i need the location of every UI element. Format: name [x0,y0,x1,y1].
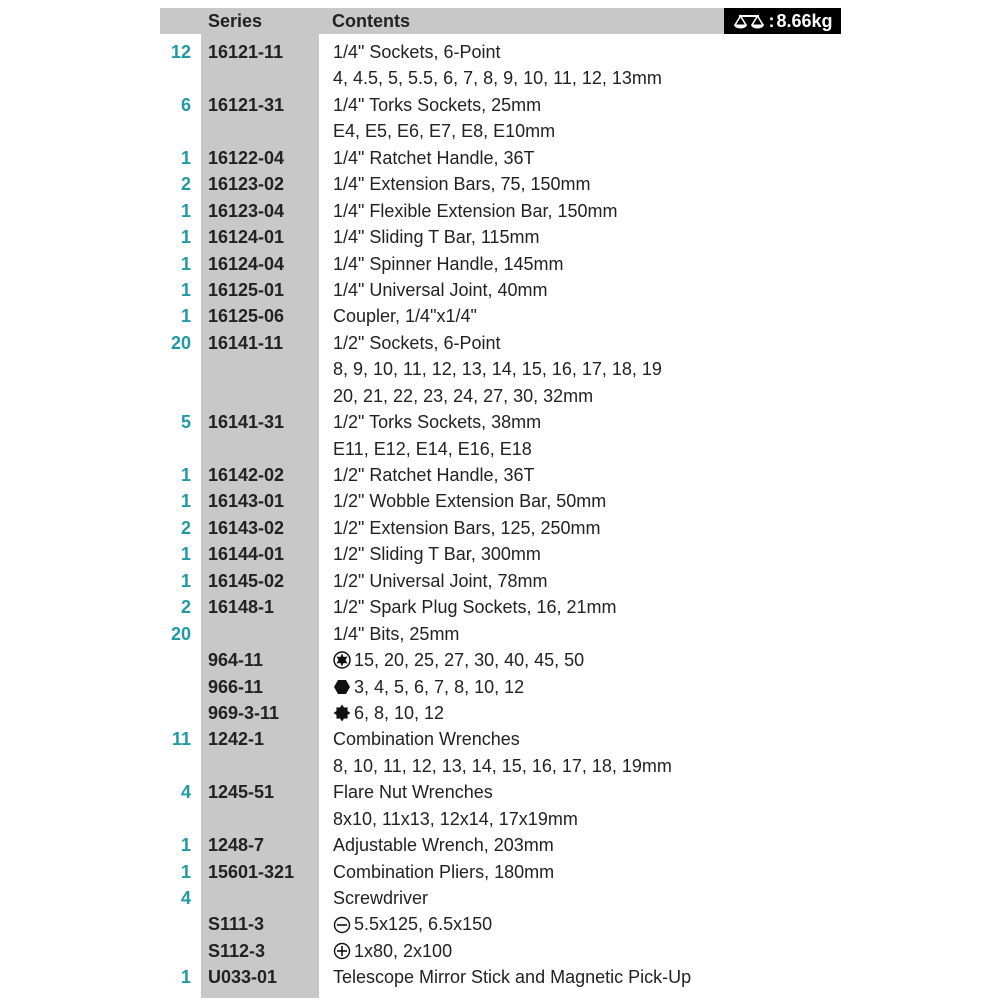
contents-text: 1/4" Torks Sockets, 25mm [333,94,542,115]
contents-text: 1x80, 2x100 [354,940,453,961]
contents-text: 1/2" Extension Bars, 125, 250mm [333,517,601,538]
quantity-cell: 2 [180,174,191,195]
table-row [160,700,841,726]
contents-text: 3, 4, 5, 6, 7, 8, 10, 12 [354,676,525,697]
quantity-cell: 1 [180,147,191,168]
contents-text: 1/4" Sockets, 6-Point [333,42,501,62]
quantity-cell: 4 [180,782,191,803]
quantity-cell: 11 [171,729,191,750]
table-row [160,224,841,250]
quantity-cell: 1 [180,835,191,856]
contents-cell [333,383,593,409]
contents-cell [333,964,691,990]
table-row [160,277,841,303]
contents-cell [333,515,601,541]
hex-icon [333,678,351,696]
quantity-cell: 2 [180,517,191,538]
table-row [160,621,841,647]
contents-cell [333,621,459,647]
table-row [160,568,841,594]
contents-text: 20, 21, 22, 23, 24, 27, 30, 32mm [333,385,594,406]
quantity-cell: 1 [180,570,191,591]
contents-cell [333,171,591,197]
contents-cell [333,251,564,277]
series-cell: 969-3-11 [208,702,280,723]
table-row [160,436,841,462]
weight-badge [724,8,841,34]
contents-cell [333,330,500,356]
quantity-cell: 1 [180,227,191,248]
table-row [160,753,841,779]
table-row [160,515,841,541]
quantity-cell: 1 [180,967,191,988]
series-cell: 16143-01 [208,491,285,512]
contents-cell [333,198,618,224]
contents-text: Combination Pliers, 180mm [333,861,555,882]
contents-cell [333,92,541,118]
table-row [160,356,841,382]
contents-text: Flare Nut Wrenches [333,782,493,803]
table-row [160,964,841,990]
scale-icon [732,13,766,29]
table-row [160,383,841,409]
series-cell: 16145-02 [208,570,285,591]
table-row [160,911,841,937]
contents-cell [333,726,520,752]
contents-cell [333,436,532,462]
series-column-header: Series [208,11,263,31]
contents-text: 1/4" Spinner Handle, 145mm [333,253,564,274]
contents-text: 8x10, 11x13, 12x14, 17x19mm [333,808,578,829]
table-row [160,674,841,700]
contents-text: Combination Wrenches [333,729,520,750]
contents-text: 1/4" Sliding T Bar, 115mm [333,227,540,248]
table-row [160,806,841,832]
table-row [160,251,841,277]
series-cell: 16122-04 [208,147,285,168]
contents-text: 1/2" Sockets, 6-Point [333,332,501,353]
contents-text: 4, 4.5, 5, 5.5, 6, 7, 8, 9, 10, 11, 12, 13mm [333,68,662,89]
slotted-icon [333,916,351,934]
quantity-cell: 1 [180,544,191,565]
table-row [160,65,841,91]
contents-cell [333,806,578,832]
series-cell: 964-11 [208,650,264,671]
series-cell: 966-11 [208,676,264,697]
quantity-cell: 12 [170,42,191,62]
contents-cell [333,356,662,382]
contents-text: 1/2" Wobble Extension Bar, 50mm [333,491,607,512]
table-header [160,8,841,34]
contents-text: 1/2" Universal Joint, 78mm [333,570,548,591]
series-cell: 16123-02 [208,174,285,195]
quantity-cell: 20 [170,623,191,644]
table-row [160,726,841,752]
contents-cell [333,753,672,779]
contents-cell [333,541,541,567]
table-row [160,832,841,858]
contents-text: Coupler, 1/4"x1/4" [333,306,477,327]
contents-text: 5.5x125, 6.5x150 [354,914,493,935]
torx-icon [333,651,351,669]
contents-cell [333,700,444,726]
contents-cell [333,409,541,435]
table-row [160,118,841,144]
quantity-cell: 1 [180,491,191,512]
contents-text: 8, 10, 11, 12, 13, 14, 15, 16, 17, 18, 19mm [333,755,672,776]
weight-value: 8.66kg [776,11,833,31]
series-cell: 16142-02 [208,465,285,485]
weight-colon: : [768,11,775,31]
table-row [160,541,841,567]
table-row [160,462,841,488]
quantity-cell: 1 [180,253,191,274]
contents-cell [333,674,524,700]
contents-cell [333,779,493,805]
series-cell: 15601-321 [208,861,295,882]
quantity-cell: 2 [180,597,191,618]
contents-cell [333,832,554,858]
quantity-cell: 5 [180,412,191,433]
contents-cell [333,224,540,250]
contents-text: 1/4" Ratchet Handle, 36T [333,147,535,168]
contents-cell [333,303,477,329]
table-row [160,885,841,911]
contents-text: 1/2" Torks Sockets, 38mm [333,412,542,433]
contents-text: 1/2" Ratchet Handle, 36T [333,465,535,485]
contents-cell [333,594,617,620]
contents-cell [333,39,500,65]
contents-text: 1/4" Flexible Extension Bar, 150mm [333,200,618,221]
table-row [160,145,841,171]
contents-cell [333,462,535,488]
table-row [160,859,841,885]
contents-cell [333,938,452,964]
contents-cell [333,885,428,911]
contents-text: 6, 8, 10, 12 [354,702,445,723]
contents-cell [333,145,535,171]
phillips-icon [333,942,351,960]
series-cell: 16124-01 [208,227,285,248]
series-cell: 1242-1 [208,729,265,750]
series-cell: 16148-1 [208,597,275,618]
series-cell: 1248-7 [208,835,265,856]
quantity-cell: 1 [180,861,191,882]
table-row [160,779,841,805]
table-row [160,594,841,620]
quantity-cell: 1 [180,200,191,221]
quantity-cell: 1 [180,465,191,485]
table-row [160,39,841,65]
contents-column-header: Contents [332,11,410,31]
table-rows [160,39,841,991]
contents-cell [333,859,554,885]
series-cell: 16125-01 [208,279,285,300]
contents-text: 8, 9, 10, 11, 12, 13, 14, 15, 16, 17, 18, 19 [333,359,662,380]
contents-cell [333,647,584,673]
contents-cell [333,911,492,937]
quantity-cell: 20 [170,332,191,353]
contents-text: Screwdriver [333,888,429,908]
table-row [160,92,841,118]
contents-cell [333,277,547,303]
quantity-cell: 1 [180,279,191,300]
series-cell: 16125-06 [208,306,285,327]
table-row [160,488,841,514]
series-cell: 16121-31 [208,94,285,115]
quantity-cell: 1 [180,306,191,327]
table-row [160,171,841,197]
table-row [160,409,841,435]
contents-text: E4, E5, E6, E7, E8, E10mm [333,121,556,142]
quantity-cell: 6 [180,94,191,115]
table-row [160,198,841,224]
series-cell: 1245-51 [208,782,275,803]
contents-text: 1/2" Spark Plug Sockets, 16, 21mm [333,597,617,618]
contents-cell [333,568,547,594]
series-cell: 16141-31 [208,412,285,433]
contents-text: Telescope Mirror Stick and Magnetic Pick-Up [333,967,692,988]
contents-cell [333,65,662,91]
contents-text: E11, E12, E14, E16, E18 [333,438,532,459]
contents-text: 15, 20, 25, 27, 30, 40, 45, 50 [354,650,585,671]
table-row [160,938,841,964]
series-cell: 16141-11 [208,332,284,353]
series-cell: 16144-01 [208,544,285,565]
contents-text: 1/2" Sliding T Bar, 300mm [333,544,541,565]
contents-text: 1/4" Extension Bars, 75, 150mm [333,174,591,195]
series-cell: S112-3 [208,940,266,961]
series-cell: 16123-04 [208,200,285,221]
spline-icon [333,704,351,722]
series-cell: 16143-02 [208,517,285,538]
series-cell: S111-3 [208,914,265,935]
quantity-cell: 4 [180,888,191,908]
table-row [160,303,841,329]
series-cell: 16124-04 [208,253,285,274]
contents-table [160,8,841,998]
table-row [160,647,841,673]
contents-text: 1/4" Bits, 25mm [333,623,460,644]
series-cell: U033-01 [208,967,278,988]
series-cell: 16121-11 [208,42,284,62]
contents-cell [333,488,606,514]
contents-text: Adjustable Wrench, 203mm [333,835,554,856]
contents-text: 1/4" Universal Joint, 40mm [333,279,548,300]
contents-cell [333,118,555,144]
table-row [160,330,841,356]
